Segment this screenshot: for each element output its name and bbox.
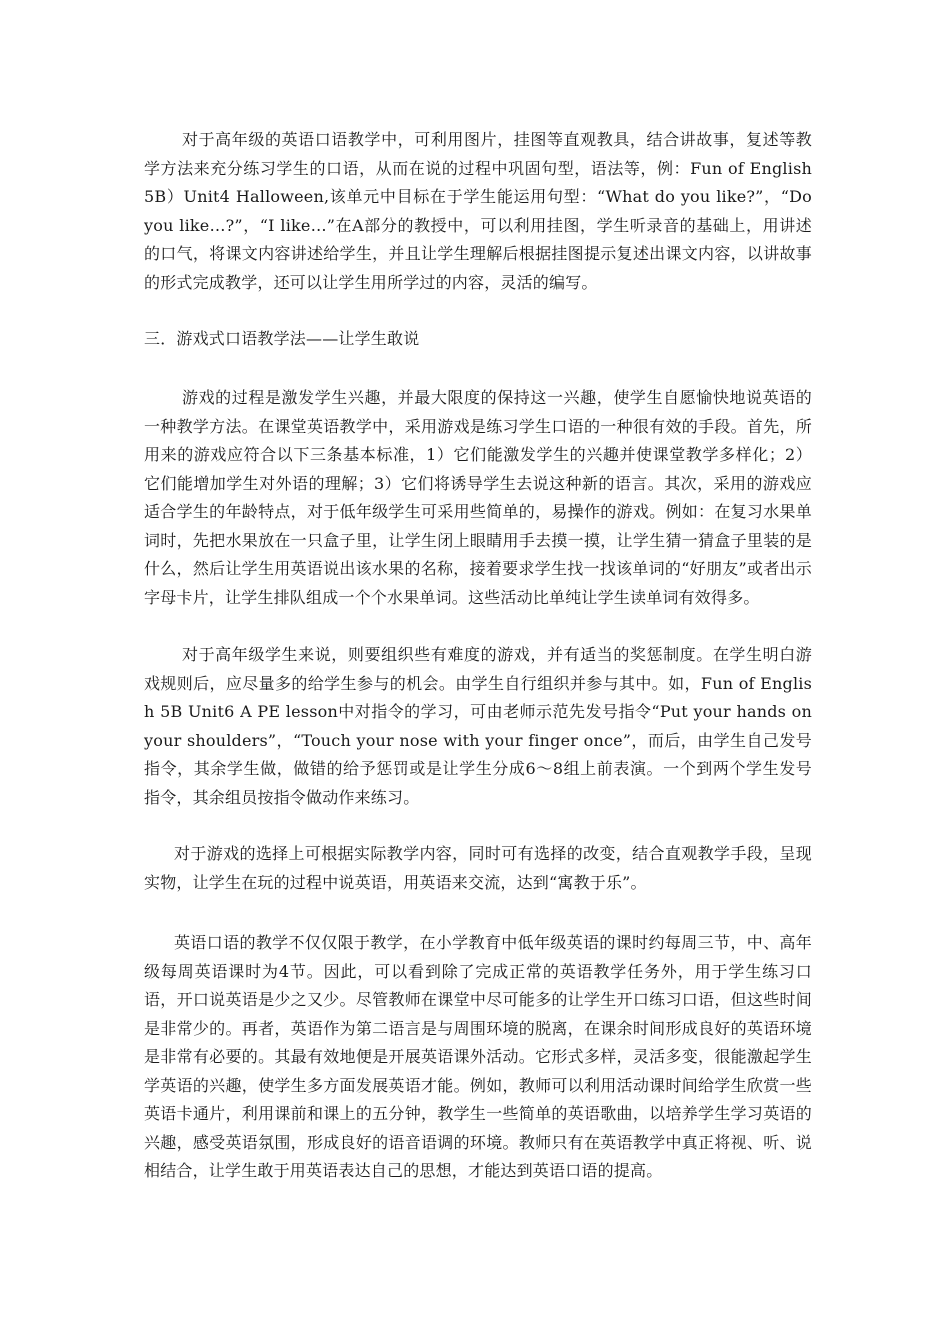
paragraph-senior-games: 对于高年级学生来说，则要组织些有难度的游戏，并有适当的奖惩制度。在学生明白游戏规则后，应尽量多的给学生参与的机会。由学生自行组织并参与其中。如，Fun of English 5B Unit6 A PE lesson中对指令的学习，可由老师示范先发号指令“Put your hands on your shoulders”，“Touch your nose with your finger once”，而后，由学生自己发号指令，其余学生做，做错的给予惩罚或是让学生分成6～8组上前表演。一个到两个学生发号指令，其余组员按指令做动作来练习。 [144, 645, 812, 807]
paragraph-game-selection: 对于游戏的选择上可根据实际教学内容，同时可有选择的改变，结合直观教学手段，呈现实物，让学生在玩的过程中说英语，用英语来交流，达到“寓教于乐”。 [144, 844, 812, 892]
paragraph-game-process: 游戏的过程是激发学生兴趣，并最大限度的保持这一兴趣，使学生自愿愉快地说英语的一种教学方法。在课堂英语教学中，采用游戏是练习学生口语的一种很有效的手段。首先，所用来的游戏应符合以下三条基本标准，1）它们能激发学生的兴趣并使课堂教学多样化；2）它们能增加学生对外语的理解；3）它们将诱导学生去说这种新的语言。其次，采用的游戏应适合学生的年龄特点，对于低年级学生可采用些简单的，易操作的游戏。例如：在复习水果单词时，先把水果放在一只盒子里，让学生闭上眼睛用手去摸一摸，让学生猜一猜盒子里装的是什么，然后让学生用英语说出该水果的名称，接着要求学生找一找该单词的“好朋友”或者出示字母卡片，让学生排队组成一个个水果单词。这些活动比单纯让学生读单词有效得多。 [144, 388, 812, 607]
section-heading-game-teaching: 三．游戏式口语教学法——让学生敢说 [144, 329, 420, 348]
paragraph-picture-teaching: 对于高年级的英语口语教学中，可利用图片，挂图等直观教具，结合讲故事，复述等教学方法来充分练习学生的口语，从而在说的过程中巩固句型，语法等，例：Fun of English 5B）Unit4 Halloween,该单元中目标在于学生能运用句型：“What do you like?”，“Do you like…?”，“I like…”在A部分的教授中，可以利用挂图，学生听录音的基础上，用讲述的口气，将课文内容讲述给学生，并且让学生理解后根据挂图提示复述出课文内容，以讲故事的形式完成教学，还可以让学生用所学过的内容，灵活的编写。 [144, 130, 812, 292]
paragraph-extracurricular: 英语口语的教学不仅仅限于教学，在小学教育中低年级英语的课时约每周三节，中、高年级每周英语课时为4节。因此，可以看到除了完成正常的英语教学任务外，用于学生练习口语，开口说英语是少之又少。尽管教师在课堂中尽可能多的让学生开口练习口语，但这些时间是非常少的。再者，英语作为第二语言是与周围环境的脱离，在课余时间形成良好的英语环境是非常有必要的。其最有效地便是开展英语课外活动。它形式多样，灵活多变，很能激起学生学英语的兴趣，使学生多方面发展英语才能。例如，教师可以利用活动课时间给学生欣赏一些英语卡通片，利用课前和课上的五分钟，教学生一些简单的英语歌曲，以培养学生学习英语的兴趣，感受英语氛围，形成良好的语音语调的环境。教师只有在英语教学中真正将视、听、说相结合，让学生敢于用英语表达自己的思想，才能达到英语口语的提高。 [144, 933, 812, 1180]
